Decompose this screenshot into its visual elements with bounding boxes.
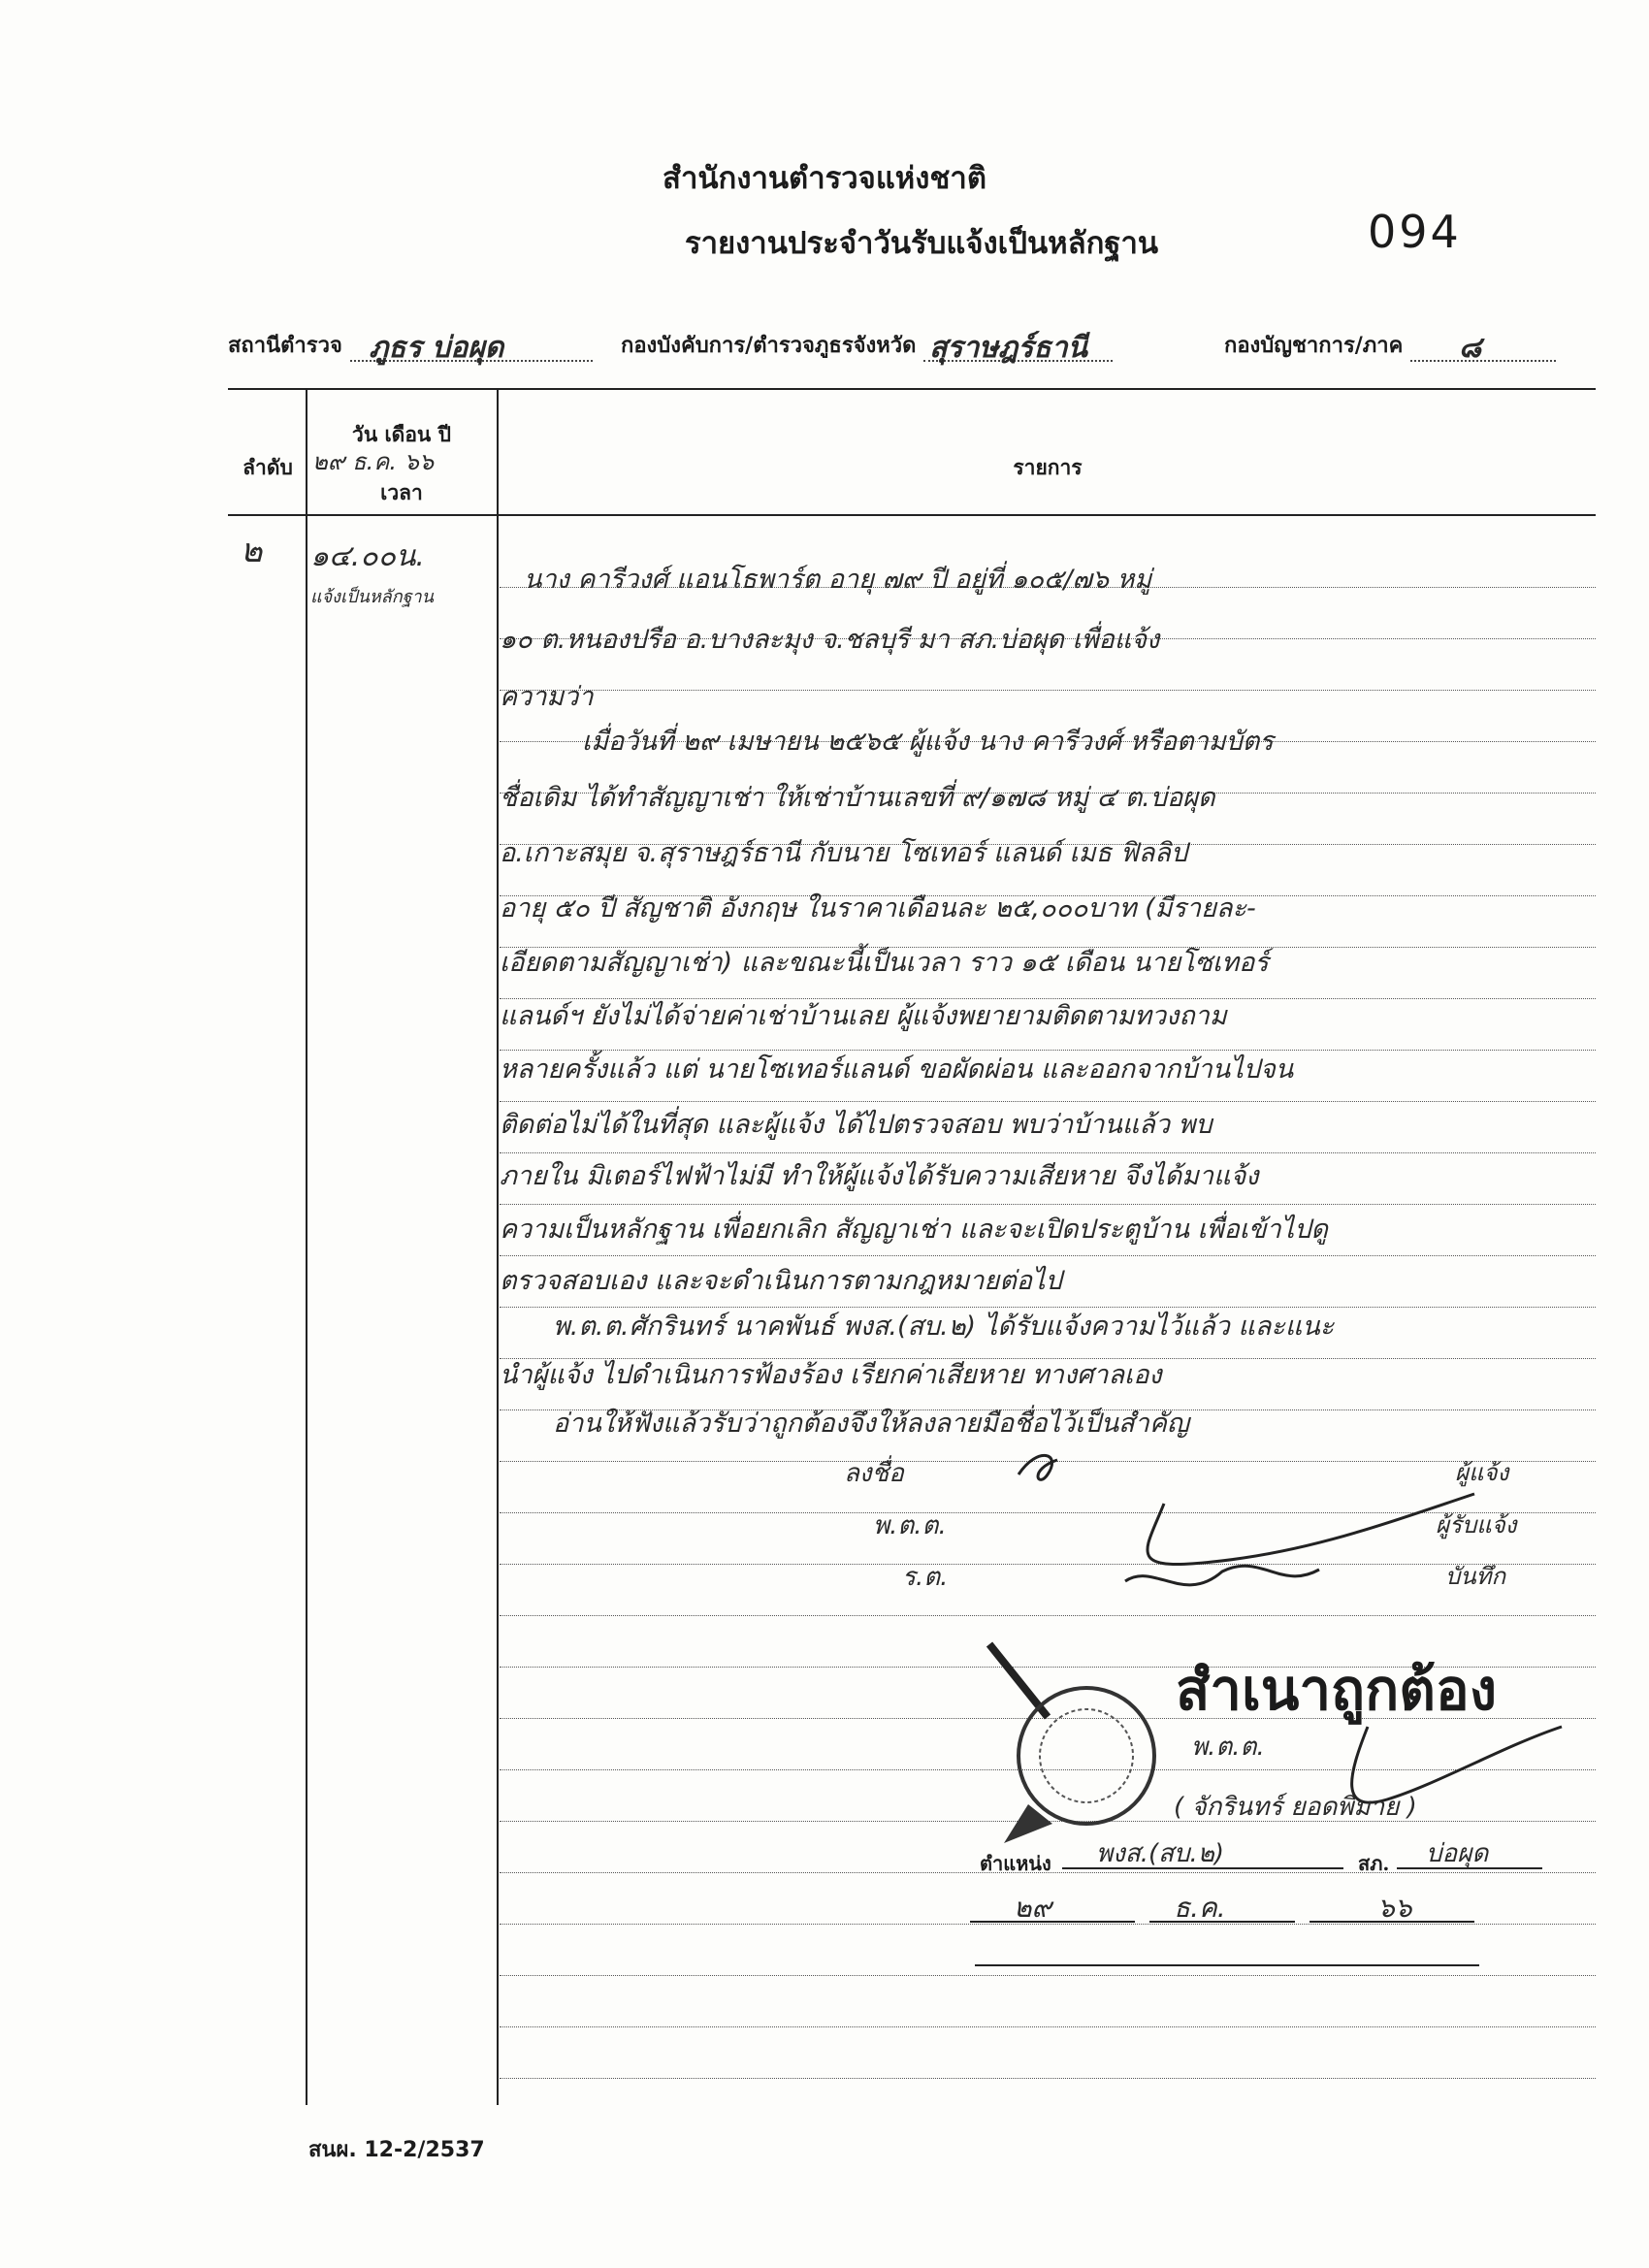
station-value: ภูธร บ่อผุด <box>369 331 504 365</box>
entry-line: ความว่า <box>500 682 594 712</box>
signature-suffix-recorder: บันทึก <box>1445 1563 1505 1590</box>
ruled-line <box>500 2026 1596 2027</box>
entry-line: เมื่อวันที่ ๒๙ เมษายน ๒๕๖๕ ผู้แจ้ง นาง คารีวงศ์ หรือตามบัตร <box>582 727 1274 757</box>
division-field <box>1224 328 1556 365</box>
col-header-time: เวลา <box>380 480 423 504</box>
command-dotline <box>923 331 1113 365</box>
cert-station-value: บ่อผุด <box>1426 1839 1489 1868</box>
entry-line: ความเป็นหลักฐาน เพื่อยกเลิก สัญญาเช่า และจะเปิดประตูบ้าน เพื่อเข้าไปดู <box>500 1215 1328 1245</box>
column-divider-1 <box>306 388 307 2105</box>
entry-note: แจ้งเป็นหลักฐาน <box>310 587 434 607</box>
certified-copy-stamp: สำเนาถูกต้อง <box>1176 1657 1498 1723</box>
division-label: กองบัญชาการ/ภาค <box>1224 333 1404 358</box>
col-header-date: วัน เดือน ปี <box>352 422 451 446</box>
cert-name: ( จักรินทร์ ยอดพิมาย ) <box>1174 1793 1417 1822</box>
station-label: สถานีตำรวจ <box>228 333 342 358</box>
signature-prefix-reporter: ลงชื่อ <box>844 1459 904 1488</box>
ruled-line <box>500 690 1596 691</box>
entry-line: นาง คารีวงศ์ แอนโธพาร์ต อายุ ๗๙ ปี อยู่ที่ ๑๐๕/๗๖ หมู่ <box>524 565 1152 595</box>
station-field <box>228 328 593 365</box>
signature-suffix-reporter: ผู้แจ้ง <box>1455 1459 1509 1486</box>
document-number: 094 <box>1368 206 1462 258</box>
station-dotline <box>350 331 593 365</box>
division-value: ๘ <box>1459 331 1482 365</box>
entry-number: ๒ <box>241 532 263 570</box>
cert-station-label: สภ. <box>1358 1852 1390 1875</box>
entry-line: แลนด์ฯ ยังไม่ได้จ่ายค่าเช่าบ้านเลย ผู้แจ้งพยายามติดตามทวงถาม <box>500 1001 1227 1031</box>
ruled-line <box>500 1255 1596 1256</box>
cert-date-day: ๒๙ <box>1014 1892 1051 1924</box>
official-seal-icon <box>980 1630 1174 1853</box>
signatures <box>970 1436 1513 1610</box>
report-title: รายงานประจำวันรับแจ้งเป็นหลักฐาน <box>684 226 1159 261</box>
ruled-line <box>500 2078 1596 2079</box>
cert-position-value: พงส.(สบ.๒) <box>1096 1839 1225 1868</box>
cert-position-label: ตำแหน่ง <box>980 1852 1051 1875</box>
form-code: สนผ. 12-2/2537 <box>308 2138 485 2162</box>
col-header-entry: รายการ <box>1013 455 1083 479</box>
col-header-date-value: ๒๙ ธ.ค. ๖๖ <box>312 448 435 475</box>
entry-line: อายุ ๕๐ ปี สัญชาติ อังกฤษ ในราคาเดือนละ ๒๕,๐๐๐บาท (มีรายละ- <box>500 893 1256 923</box>
command-field <box>621 328 1113 365</box>
column-divider-2 <box>497 388 499 2105</box>
entry-line: ๑๐ ต.หนองปรือ อ.บางละมุง จ.ชลบุรี มา สภ.บ่อผุด เพื่อแจ้ง <box>500 625 1160 655</box>
signature-prefix-recorder: ร.ต. <box>902 1563 949 1592</box>
table-header-separator <box>228 514 1596 516</box>
cert-rank: พ.ต.ต. <box>1191 1733 1265 1762</box>
ruled-line <box>500 1101 1596 1102</box>
entry-line: นำผู้แจ้ง ไปดำเนินการฟ้องร้อง เรียกค่าเสียหาย ทางศาลเอง <box>500 1360 1162 1390</box>
entry-line: ติดต่อไม่ได้ในที่สุด และผู้แจ้ง ได้ไปตรวจสอบ พบว่าบ้านแล้ว พบ <box>500 1110 1212 1140</box>
entry-line: เอียดตามสัญญาเช่า) และขณะนี้เป็นเวลา ราว ๑๕ เดือน นายโซเทอร์ <box>500 948 1269 978</box>
agency-title: สำนักงานตำรวจแห่งชาติ <box>663 161 986 196</box>
command-label: กองบังคับการ/ตำรวจภูธรจังหวัด <box>621 333 917 358</box>
cert-date-month: ธ.ค. <box>1174 1892 1226 1924</box>
entry-line: ชื่อเดิม ได้ทำสัญญาเช่า ให้เช่าบ้านเลขที่ ๙/๑๗๘ หมู่ ๔ ต.บ่อผุด <box>500 783 1215 813</box>
division-dotline <box>1410 331 1556 365</box>
ruled-line <box>500 1975 1596 1976</box>
col-header-number: ลำดับ <box>242 455 293 479</box>
entry-line: อ่านให้ฟังแล้วรับว่าถูกต้องจึงให้ลงลายมือชื่อไว้เป็นสำคัญ <box>553 1409 1189 1439</box>
ruled-line <box>500 1152 1596 1153</box>
ruled-line <box>500 1204 1596 1205</box>
entry-time: ๑๔.๐๐น. <box>310 539 425 573</box>
cert-extra-line <box>975 1964 1479 1966</box>
entry-line: ตรวจสอบเอง และจะดำเนินการตามกฎหมายต่อไป <box>500 1266 1062 1296</box>
signature-suffix-receiver: ผู้รับแจ้ง <box>1436 1511 1517 1539</box>
command-value: สุราษฎร์ธานี <box>929 331 1088 365</box>
cert-date-day-line <box>970 1921 1135 1923</box>
entry-line: อ.เกาะสมุย จ.สุราษฎร์ธานี กับนาย โซเทอร์ แลนด์ เมธ ฟิลลิป <box>500 838 1187 868</box>
entry-line: ภายใน มิเตอร์ไฟฟ้าไม่มี ทำให้ผู้แจ้งได้รับความเสียหาย จึงได้มาแจ้ง <box>500 1161 1259 1191</box>
entry-line: หลายครั้งแล้ว แต่ นายโซเทอร์แลนด์ ขอผัดผ่อน และออกจากบ้านไปจน <box>500 1054 1294 1085</box>
signature-prefix-receiver: พ.ต.ต. <box>873 1511 947 1540</box>
cert-date-year: ๖๖ <box>1377 1892 1412 1924</box>
entry-line: พ.ต.ต.ศักรินทร์ นาคพันธ์ พงส.(สบ.๒) ได้รับแจ้งความไว้แล้ว และแนะ <box>553 1312 1335 1342</box>
ruled-line <box>500 1615 1596 1616</box>
